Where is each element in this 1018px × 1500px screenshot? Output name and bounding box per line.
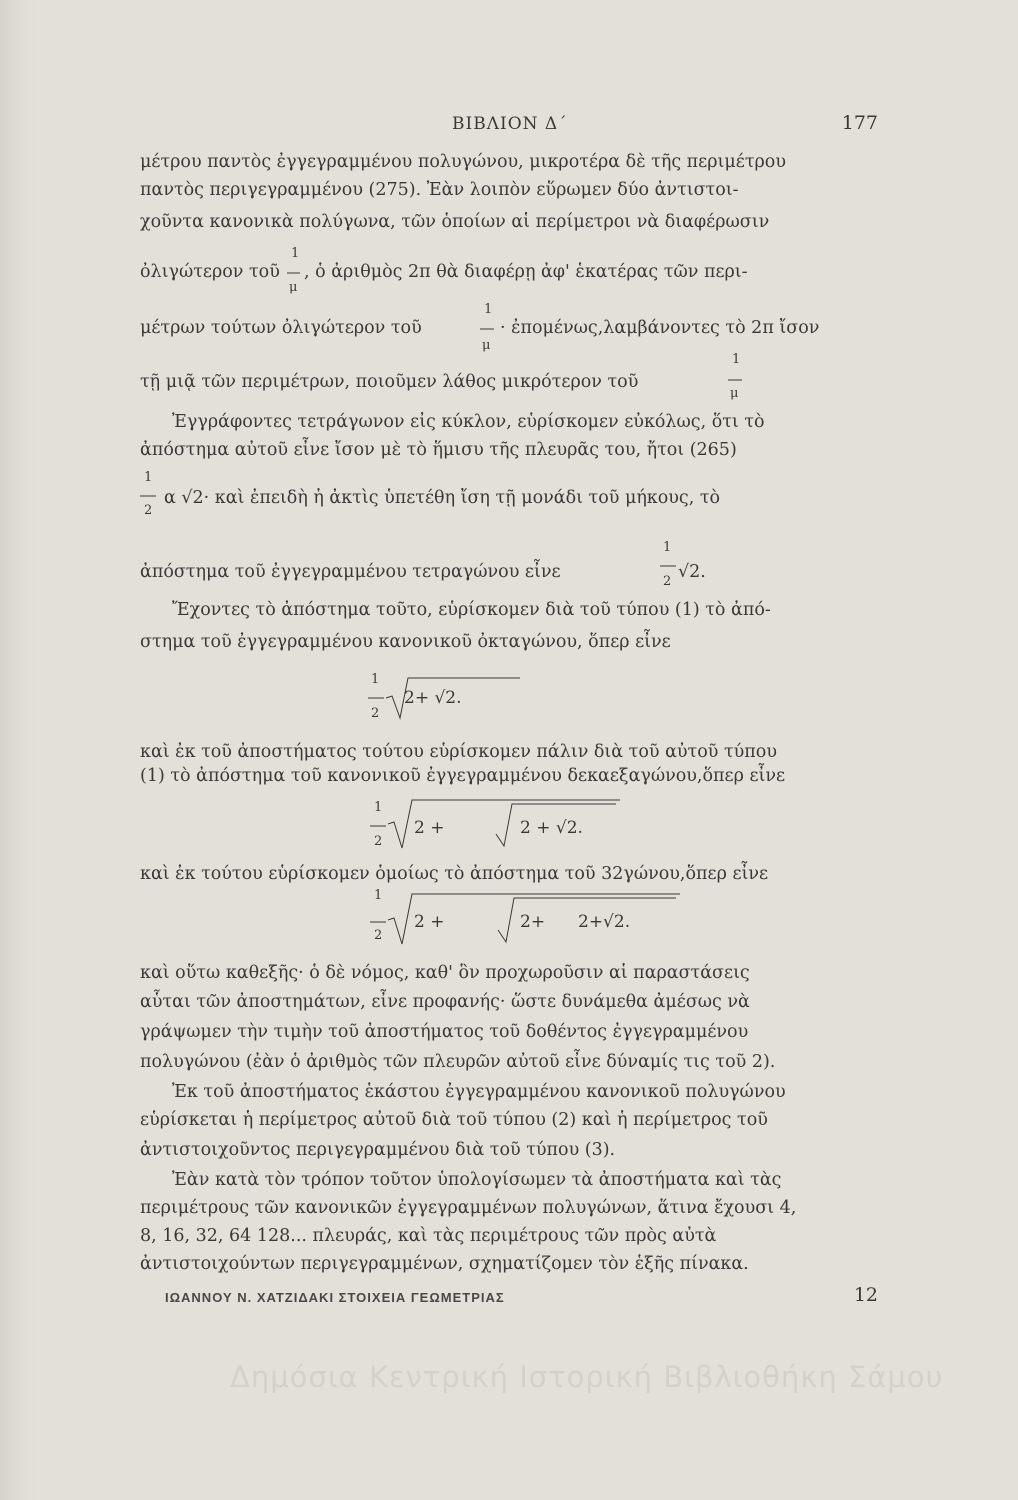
text-line: , ὁ ἀριθμὸς 2π θὰ διαφέρῃ ἀφ' ἑκατέρας τῶν περι-: [304, 262, 748, 282]
text-line: Ἐὰν κατὰ τὸν τρόπον τοῦτον ὑπολογίσωμεν τὰ ἀποστήματα καὶ τὰς: [172, 1170, 782, 1190]
radical-sign: [386, 678, 520, 718]
fraction-numerator: 1: [144, 470, 153, 485]
formula-32gon-part3: 2+√2.: [578, 912, 631, 932]
text-line: ἀπόστημα αὐτοῦ εἶνε ἴσον μὲ τὸ ἥμισυ τῆς πλευρᾶς του, ἤτοι (265): [140, 440, 737, 460]
text-line: καὶ οὕτω καθεξῆς· ὁ δὲ νόμος, καθ' ὃν προχωροῦσιν αἱ παραστάσεις: [140, 963, 750, 983]
formula-32gon-part2: 2+: [520, 912, 546, 932]
book-section-title: ΒΙΒΛΙΟΝ Δ΄: [452, 114, 568, 134]
fraction-numerator: 1: [732, 352, 741, 367]
text-line: α √2· καὶ ἐπειδὴ ἡ ἀκτὶς ὑπετέθη ἴση τῇ μονάδι τοῦ μήκους, τὸ: [164, 488, 721, 508]
fraction-numerator: 1: [291, 246, 300, 261]
text-line: τῇ μιᾷ τῶν περιμέτρων, ποιοῦμεν λάθος μικρότερον τοῦ: [140, 372, 639, 392]
text-line: · ἐπομένως,λαμβάνοντες τὸ 2π ἴσον: [500, 318, 820, 338]
text-line: Ἐκ τοῦ ἀποστήματος ἑκάστου ἐγγεγραμμένου κανονικοῦ πολυγώνου: [172, 1082, 786, 1102]
fraction-numerator: 1: [663, 540, 672, 555]
text-line: (1) τὸ ἀπόστημα τοῦ κανονικοῦ ἐγγεγραμμένου δεκαεξαγώνου,ὅπερ εἶνε: [140, 766, 786, 786]
text-line: περιμέτρους τῶν κανονικῶν ἐγγεγραμμένων πολυγώνων, ἅτινα ἔχουσι 4,: [140, 1198, 797, 1218]
radical-sign: [388, 894, 680, 944]
page-number: 177: [841, 112, 878, 134]
text-line: 8, 16, 32, 64 128... πλευράς, καὶ τὰς περιμέτρους τῶν πρὸς αὐτὰ: [140, 1226, 717, 1246]
text-line: πολυγώνου (ἐὰν ὁ ἀριθμὸς τῶν πλευρῶν αὐτοῦ εἶνε δύναμίς τις τοῦ 2).: [140, 1052, 776, 1072]
text-line: μέτρων τούτων ὀλιγώτερον τοῦ: [140, 318, 422, 338]
text-line: ἀντιστοιχούντων περιγεγραμμένων, σχηματίζομεν τὸν ἑξῆς πίνακα.: [140, 1254, 749, 1274]
fraction-denominator: 2: [374, 834, 383, 849]
fraction-numerator: 1: [374, 888, 383, 903]
text-line: παντὸς περιγεγραμμένου (275). Ἐὰν λοιπὸν εὕρωμεν δύο ἀντιστοι-: [140, 180, 739, 200]
text-line: αὗται τῶν ἀποστημάτων, εἶνε προφανής· ὥστε δυνάμεθα ἀμέσως νὰ: [140, 992, 750, 1012]
fraction-numerator: 1: [371, 672, 380, 687]
formula-16gon-part1: 2 +: [414, 818, 445, 838]
text-line: ὀλιγώτερον τοῦ: [140, 262, 280, 282]
library-watermark: Δημόσια Κεντρική Ιστορική Βιβλιοθήκη Σάμου: [230, 1360, 944, 1394]
sheet-signature-number: 12: [853, 1284, 878, 1306]
text-line: Ἐγγράφοντες τετράγωνον εἰς κύκλον, εὑρίσκομεν εὐκόλως, ὅτι τὸ: [172, 412, 765, 432]
fraction-denominator: 2: [663, 574, 672, 589]
fraction-denominator: μ: [482, 338, 491, 353]
text-line: εὑρίσκεται ἡ περίμετρος αὐτοῦ διὰ τοῦ τύπου (2) καὶ ἡ περίμετρος τοῦ: [140, 1110, 768, 1130]
fraction-numerator: 1: [374, 800, 383, 815]
fraction-denominator: 2: [374, 928, 383, 943]
formula-16gon-part2: 2 + √2.: [520, 818, 583, 838]
text-line: Ἔχοντες τὸ ἀπόστημα τοῦτο, εὑρίσκομεν διὰ τοῦ τύπου (1) τὸ ἀπό-: [172, 600, 771, 620]
footer-author-title: ΙΩΑΝΝΟΥ Ν. ΧΑΤΖΙΔΑΚΙ ΣΤΟΙΧΕΙΑ ΓΕΩΜΕΤΡΙΑΣ: [165, 1290, 505, 1305]
text-line: ἀντιστοιχοῦντος περιγεγραμμένου διὰ τοῦ τύπου (3).: [140, 1140, 616, 1160]
radical-sign: [496, 804, 616, 846]
radical-sign: [498, 898, 676, 942]
text-line: καὶ ἐκ τοῦ ἀποστήματος τούτου εὑρίσκομεν πάλιν διὰ τοῦ αὐτοῦ τύπου: [140, 742, 777, 762]
text-line: καὶ ἐκ τούτου εὑρίσκομεν ὁμοίως τὸ ἀπόστημα τοῦ 32γώνου,ὅπερ εἶνε: [140, 864, 769, 884]
formula-octagon: 2+ √2.: [404, 688, 462, 708]
fraction-numerator: 1: [484, 302, 493, 317]
text-line: ἀπόστημα τοῦ ἐγγεγραμμένου τετραγώνου εἶνε: [140, 562, 561, 582]
text-line: γράψωμεν τὴν τιμὴν τοῦ ἀποστήματος τοῦ δοθέντος ἐγγεγραμμένου: [140, 1022, 749, 1042]
fraction-denominator: μ: [730, 386, 739, 401]
fraction-denominator: μ: [289, 280, 298, 295]
radical-sign: [388, 800, 620, 848]
text-line: √2.: [678, 562, 706, 582]
fraction-denominator: 2: [371, 706, 380, 721]
text-line: μέτρου παντὸς ἐγγεγραμμένου πολυγώνου, μικροτέρα δὲ τῆς περιμέτρου: [140, 152, 786, 172]
formula-32gon-part1: 2 +: [414, 912, 445, 932]
text-line: στημα τοῦ ἐγγεγραμμένου κανονικοῦ ὀκταγώνου, ὅπερ εἶνε: [140, 632, 671, 652]
fraction-denominator: 2: [144, 503, 153, 518]
text-line: χοῦντα κανονικὰ πολύγωνα, τῶν ὁποίων αἱ περίμετροι νὰ διαφέρωσιν: [140, 212, 770, 232]
